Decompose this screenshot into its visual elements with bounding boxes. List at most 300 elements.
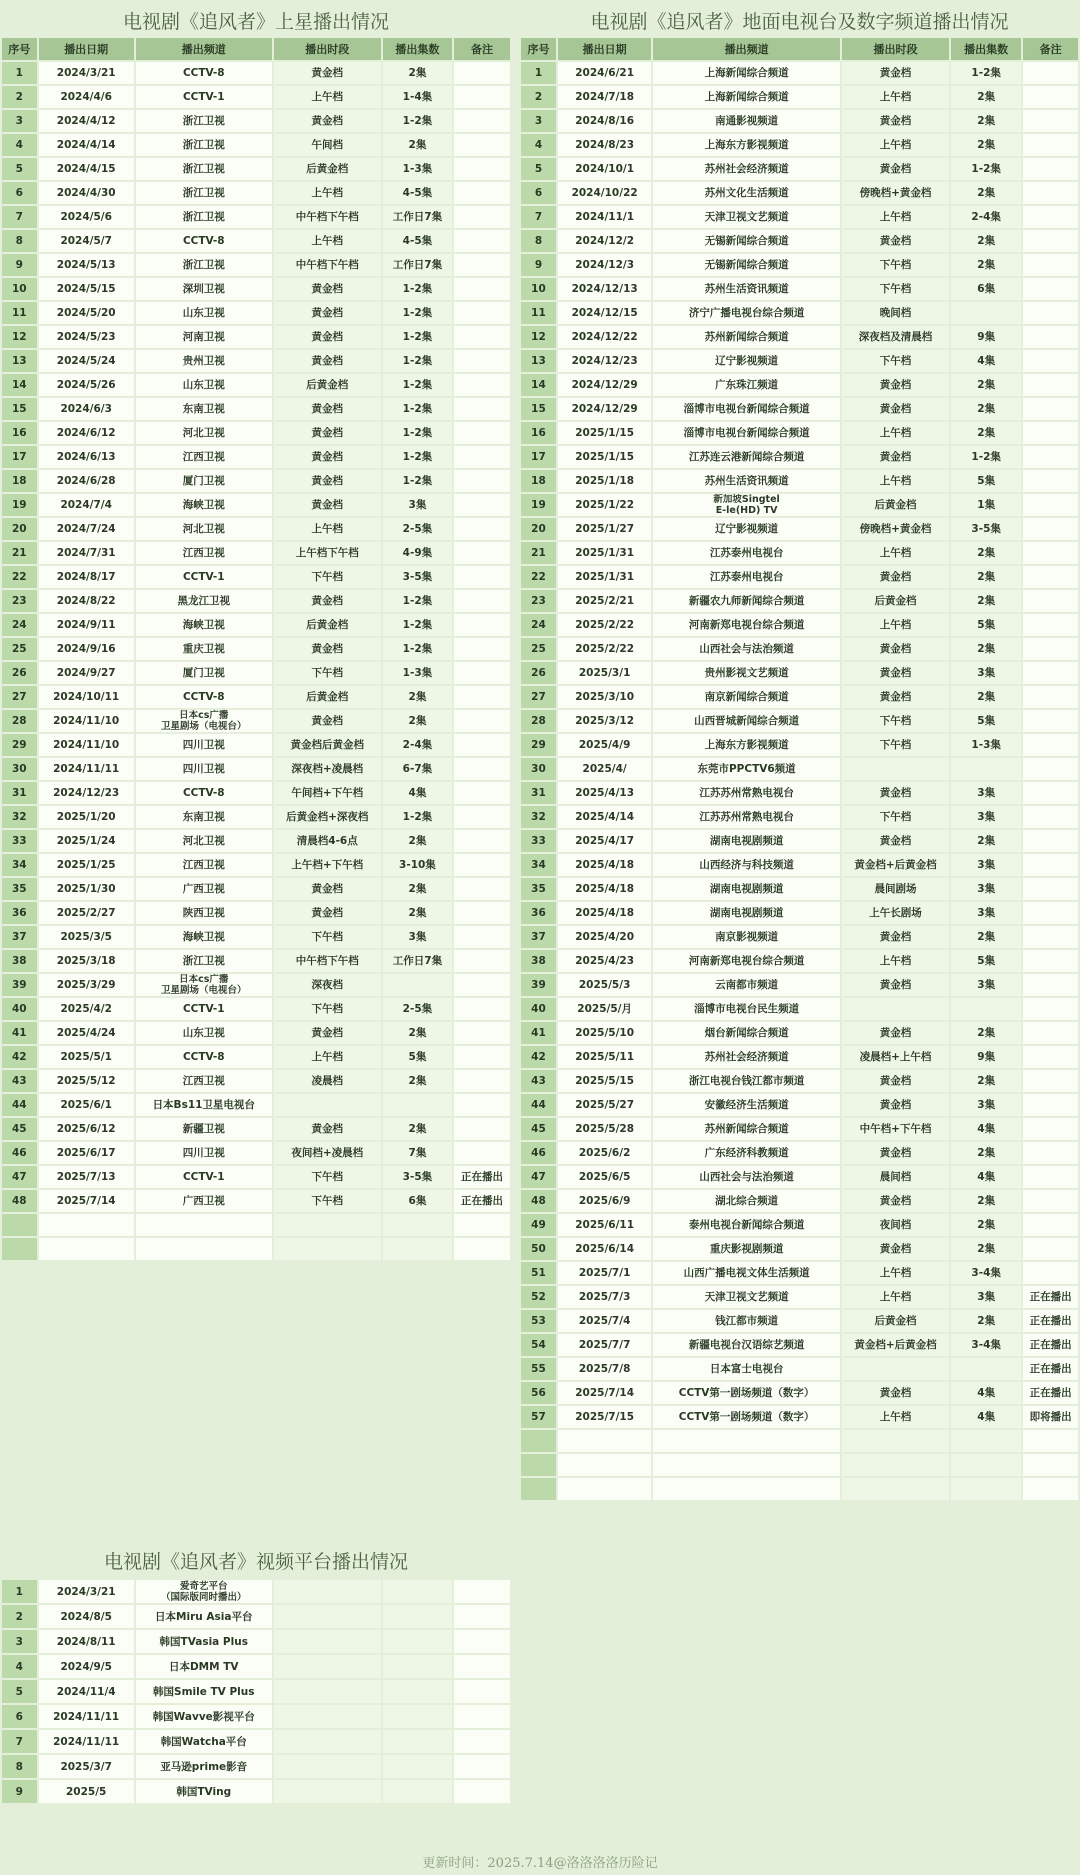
table-cell bbox=[1023, 1022, 1078, 1044]
table-row bbox=[2, 974, 510, 996]
table-cell: 2025/3/12 bbox=[558, 710, 651, 732]
table-row bbox=[2, 926, 510, 948]
table-row bbox=[521, 974, 1078, 996]
table-cell: 正在播出 bbox=[1023, 1310, 1078, 1332]
table-cell bbox=[274, 1630, 381, 1653]
table-cell bbox=[1023, 350, 1078, 372]
table-cell: 中午档+下午档 bbox=[842, 1118, 949, 1140]
table-cell: 无锡新闻综合频道 bbox=[653, 254, 840, 276]
table-cell: 1-2集 bbox=[951, 158, 1021, 180]
table-cell: 2024/11/11 bbox=[39, 1705, 134, 1728]
table-cell bbox=[454, 758, 510, 780]
table-cell: 正在播出 bbox=[454, 1190, 510, 1212]
table-row bbox=[521, 1310, 1078, 1332]
table-cell bbox=[274, 1580, 381, 1603]
table-cell: 中午档下午档 bbox=[274, 254, 381, 276]
table-cell: 2024/4/6 bbox=[39, 86, 134, 108]
row-number: 35 bbox=[521, 878, 556, 900]
table-cell: 1-3集 bbox=[383, 662, 452, 684]
table-cell bbox=[383, 1780, 452, 1803]
table-row bbox=[521, 1190, 1078, 1212]
table-row bbox=[2, 998, 510, 1020]
table-cell: 2024/7/31 bbox=[39, 542, 134, 564]
row-number: 1 bbox=[2, 62, 37, 84]
table-row bbox=[521, 1166, 1078, 1188]
table-cell: 河北卫视 bbox=[136, 422, 272, 444]
row-number: 4 bbox=[2, 134, 37, 156]
row-number: 6 bbox=[2, 182, 37, 204]
row-number: 16 bbox=[2, 422, 37, 444]
table-cell: CCTV-8 bbox=[136, 782, 272, 804]
table-cell bbox=[1023, 302, 1078, 324]
row-number: 3 bbox=[521, 110, 556, 132]
row-number: 42 bbox=[2, 1046, 37, 1068]
table-cell bbox=[454, 638, 510, 660]
table-cell: 浙江卫视 bbox=[136, 254, 272, 276]
table-cell: 黄金档 bbox=[842, 830, 949, 852]
row-number: 57 bbox=[521, 1406, 556, 1428]
table-cell: 2024/6/28 bbox=[39, 470, 134, 492]
row-number: 43 bbox=[2, 1070, 37, 1092]
table-cell: 江苏苏州常熟电视台 bbox=[653, 782, 840, 804]
table-row bbox=[521, 1022, 1078, 1044]
row-number: 48 bbox=[2, 1190, 37, 1212]
row-number: 52 bbox=[521, 1286, 556, 1308]
table-cell: 黄金档 bbox=[274, 422, 381, 444]
video-platform-title: 电视剧《追风者》视频平台播出情况 bbox=[103, 1551, 408, 1573]
table-row bbox=[2, 206, 510, 228]
table-row bbox=[2, 614, 510, 636]
table-cell: 江西卫视 bbox=[136, 854, 272, 876]
table-row bbox=[2, 134, 510, 156]
table-cell: 4-9集 bbox=[383, 542, 452, 564]
table-cell bbox=[1023, 758, 1078, 780]
table-cell: 2集 bbox=[951, 1142, 1021, 1164]
table-row bbox=[2, 1680, 510, 1703]
table-cell: 东莞市PPCTV6频道 bbox=[653, 758, 840, 780]
table-row bbox=[521, 158, 1078, 180]
table-cell: 黄金档 bbox=[842, 230, 949, 252]
table-cell bbox=[1023, 1454, 1078, 1476]
table-cell: 2025/4/18 bbox=[558, 878, 651, 900]
table-cell: 黄金档 bbox=[274, 326, 381, 348]
table-cell bbox=[454, 470, 510, 492]
table-row bbox=[521, 62, 1078, 84]
table-row bbox=[2, 1166, 510, 1188]
table-row bbox=[2, 1094, 510, 1116]
table-row bbox=[2, 1070, 510, 1092]
table-cell: 即将播出 bbox=[1023, 1406, 1078, 1428]
table-cell: 2集 bbox=[383, 878, 452, 900]
table-cell: 黄金档+后黄金档 bbox=[842, 854, 949, 876]
table-cell: 1集 bbox=[951, 494, 1021, 516]
table-cell: 3集 bbox=[951, 974, 1021, 996]
row-number: 26 bbox=[521, 662, 556, 684]
table-cell: 上海东方影视频道 bbox=[653, 134, 840, 156]
table-cell: 2024/10/11 bbox=[39, 686, 134, 708]
table-cell: 2024/10/1 bbox=[558, 158, 651, 180]
table-cell: 日本cs广播 卫星剧场（电视台） bbox=[136, 710, 272, 732]
table-cell: 2集 bbox=[951, 182, 1021, 204]
table-cell: 2集 bbox=[951, 926, 1021, 948]
table-cell: 2024/11/10 bbox=[39, 734, 134, 756]
table-cell: 3集 bbox=[951, 1094, 1021, 1116]
table-cell bbox=[454, 782, 510, 804]
table-cell: 广东经济科教频道 bbox=[653, 1142, 840, 1164]
table-row bbox=[521, 782, 1078, 804]
table-cell bbox=[1023, 158, 1078, 180]
table-cell: 淄博市电视台新闻综合频道 bbox=[653, 422, 840, 444]
table-cell: 泰州电视台新闻综合频道 bbox=[653, 1214, 840, 1236]
row-number: 19 bbox=[2, 494, 37, 516]
table-cell bbox=[454, 1630, 510, 1653]
table-cell: CCTV-1 bbox=[136, 86, 272, 108]
table-cell: 2集 bbox=[383, 710, 452, 732]
table-cell: 厦门卫视 bbox=[136, 662, 272, 684]
table-cell: 2025/1/31 bbox=[558, 566, 651, 588]
table-cell: 2集 bbox=[951, 110, 1021, 132]
column-header: 播出时段 bbox=[274, 38, 381, 60]
table-row bbox=[2, 542, 510, 564]
table-cell: 湖南电视剧频道 bbox=[653, 830, 840, 852]
table-cell: 2025/7/3 bbox=[558, 1286, 651, 1308]
table-cell: 2024/4/14 bbox=[39, 134, 134, 156]
row-number: 17 bbox=[2, 446, 37, 468]
table-cell bbox=[1023, 926, 1078, 948]
table-cell: 2集 bbox=[951, 86, 1021, 108]
table-cell: 黄金档 bbox=[842, 1070, 949, 1092]
table-cell bbox=[1023, 1046, 1078, 1068]
table-cell: 山东卫视 bbox=[136, 302, 272, 324]
table-cell: 3集 bbox=[951, 806, 1021, 828]
table-cell bbox=[1023, 1094, 1078, 1116]
table-cell: 黄金档 bbox=[842, 1142, 949, 1164]
table-cell: 黄金档 bbox=[842, 782, 949, 804]
table-cell: 湖南电视剧频道 bbox=[653, 902, 840, 924]
table-cell: 黄金档 bbox=[274, 350, 381, 372]
table-cell bbox=[454, 1780, 510, 1803]
table-cell: 2集 bbox=[951, 686, 1021, 708]
table-cell: 2024/7/4 bbox=[39, 494, 134, 516]
row-number: 1 bbox=[521, 62, 556, 84]
table-cell bbox=[454, 446, 510, 468]
table-cell bbox=[842, 998, 949, 1020]
table-cell: 2025/4/23 bbox=[558, 950, 651, 972]
table-cell: 2025/4/18 bbox=[558, 902, 651, 924]
table-cell: 2集 bbox=[383, 1070, 452, 1092]
table-cell bbox=[653, 1430, 840, 1452]
table-cell: 黄金档 bbox=[274, 302, 381, 324]
row-number: 24 bbox=[521, 614, 556, 636]
table-cell: 海峡卫视 bbox=[136, 494, 272, 516]
table-cell bbox=[454, 1070, 510, 1092]
table-cell: 上海新闻综合频道 bbox=[653, 62, 840, 84]
table-cell: 2集 bbox=[951, 254, 1021, 276]
row-number: 34 bbox=[521, 854, 556, 876]
table-cell: 傍晚档+黄金档 bbox=[842, 182, 949, 204]
table-cell: 2024/12/15 bbox=[558, 302, 651, 324]
table-cell bbox=[274, 1094, 381, 1116]
table-cell: 南通影视频道 bbox=[653, 110, 840, 132]
table-cell: 2025/6/14 bbox=[558, 1238, 651, 1260]
row-number: 33 bbox=[521, 830, 556, 852]
table-cell: 2024/11/11 bbox=[39, 1730, 134, 1753]
table-cell: 浙江电视台钱江都市频道 bbox=[653, 1070, 840, 1092]
table-row bbox=[2, 1705, 510, 1728]
table-cell: 东南卫视 bbox=[136, 806, 272, 828]
table-row bbox=[521, 254, 1078, 276]
table-cell: 2025/1/15 bbox=[558, 422, 651, 444]
table-row bbox=[521, 686, 1078, 708]
table-cell bbox=[454, 1214, 510, 1236]
table-cell bbox=[274, 1705, 381, 1728]
table-cell: 2025/5/27 bbox=[558, 1094, 651, 1116]
row-number: 18 bbox=[2, 470, 37, 492]
table-cell: 2集 bbox=[383, 686, 452, 708]
table-cell: 2024/9/27 bbox=[39, 662, 134, 684]
row-number: 23 bbox=[2, 590, 37, 612]
table-cell: 工作日7集 bbox=[383, 206, 452, 228]
table-cell: 1-2集 bbox=[383, 302, 452, 324]
table-cell: 2025/3/5 bbox=[39, 926, 134, 948]
table-row bbox=[2, 302, 510, 324]
table-row bbox=[2, 518, 510, 540]
row-number: 7 bbox=[2, 1730, 37, 1753]
row-number: 7 bbox=[2, 206, 37, 228]
table-cell bbox=[1023, 518, 1078, 540]
table-cell bbox=[842, 1478, 949, 1500]
table-row bbox=[521, 1358, 1078, 1380]
table-cell: 广西卫视 bbox=[136, 1190, 272, 1212]
table-cell: 苏州生活资讯频道 bbox=[653, 278, 840, 300]
table-row bbox=[2, 110, 510, 132]
row-number: 29 bbox=[521, 734, 556, 756]
table-cell: 2025/6/17 bbox=[39, 1142, 134, 1164]
table-cell: 1-2集 bbox=[383, 614, 452, 636]
table-cell bbox=[39, 1238, 134, 1260]
table-cell: 2025/2/27 bbox=[39, 902, 134, 924]
table-cell: 烟台新闻综合频道 bbox=[653, 1022, 840, 1044]
table-cell bbox=[1023, 902, 1078, 924]
table-cell: 黄金档 bbox=[274, 590, 381, 612]
table-cell: 黄金档 bbox=[842, 158, 949, 180]
table-row bbox=[521, 206, 1078, 228]
table-cell: 2集 bbox=[951, 638, 1021, 660]
table-cell bbox=[1023, 734, 1078, 756]
table-cell bbox=[454, 974, 510, 996]
table-cell: 2025/2/21 bbox=[558, 590, 651, 612]
table-cell bbox=[383, 1094, 452, 1116]
table-cell: 上午档 bbox=[842, 614, 949, 636]
table-cell: 黄金档 bbox=[274, 1022, 381, 1044]
table-cell: 江苏泰州电视台 bbox=[653, 566, 840, 588]
row-number: 21 bbox=[521, 542, 556, 564]
table-cell: 4-5集 bbox=[383, 182, 452, 204]
table-cell: 2025/4/ bbox=[558, 758, 651, 780]
row-number: 10 bbox=[521, 278, 556, 300]
table-cell: 山西经济与科技频道 bbox=[653, 854, 840, 876]
table-cell: CCTV-1 bbox=[136, 566, 272, 588]
row-number: 9 bbox=[521, 254, 556, 276]
table-row bbox=[521, 998, 1078, 1020]
table-cell: 上午档 bbox=[842, 1286, 949, 1308]
table-cell: 2025/7/7 bbox=[558, 1334, 651, 1356]
table-cell: 4集 bbox=[951, 1118, 1021, 1140]
table-cell: 2024/12/23 bbox=[558, 350, 651, 372]
table-cell: 2025/3/10 bbox=[558, 686, 651, 708]
table-cell: 2025/6/11 bbox=[558, 1214, 651, 1236]
row-number: 36 bbox=[2, 902, 37, 924]
table-cell bbox=[274, 1680, 381, 1703]
table-cell bbox=[454, 302, 510, 324]
table-cell bbox=[274, 1238, 381, 1260]
table-row bbox=[2, 566, 510, 588]
table-cell: 工作日7集 bbox=[383, 254, 452, 276]
row-number: 3 bbox=[2, 1630, 37, 1653]
table-cell: 辽宁影视频道 bbox=[653, 350, 840, 372]
table-cell: 河南新郑电视台综合频道 bbox=[653, 950, 840, 972]
table-cell: CCTV-8 bbox=[136, 230, 272, 252]
table-cell: 2024/9/16 bbox=[39, 638, 134, 660]
table-cell: CCTV-8 bbox=[136, 686, 272, 708]
table-row bbox=[2, 398, 510, 420]
row-number: 10 bbox=[2, 278, 37, 300]
table-cell: 上午档 bbox=[274, 1046, 381, 1068]
table-row bbox=[521, 374, 1078, 396]
row-number: 13 bbox=[521, 350, 556, 372]
table-cell: 2025/5/12 bbox=[39, 1070, 134, 1092]
table-cell: 1-2集 bbox=[951, 62, 1021, 84]
table-cell: 1-2集 bbox=[383, 110, 452, 132]
row-number: 28 bbox=[2, 710, 37, 732]
table-cell: 浙江卫视 bbox=[136, 950, 272, 972]
table-cell: 正在播出 bbox=[1023, 1334, 1078, 1356]
table-cell: 上午档 bbox=[842, 134, 949, 156]
table-cell: 清晨档4-6点 bbox=[274, 830, 381, 852]
table-cell: 2025/4/18 bbox=[558, 854, 651, 876]
table-cell: 6集 bbox=[951, 278, 1021, 300]
table-cell bbox=[454, 278, 510, 300]
table-cell bbox=[454, 1046, 510, 1068]
table-row bbox=[521, 350, 1078, 372]
table-cell: 下午档 bbox=[842, 734, 949, 756]
table-row bbox=[521, 1262, 1078, 1284]
table-cell: 3-5集 bbox=[951, 518, 1021, 540]
table-row bbox=[521, 1286, 1078, 1308]
row-number: 15 bbox=[2, 398, 37, 420]
table-row bbox=[521, 854, 1078, 876]
table-cell: 3集 bbox=[951, 1286, 1021, 1308]
table-cell: 2025/1/15 bbox=[558, 446, 651, 468]
table-cell: 后黄金档 bbox=[274, 614, 381, 636]
table-row bbox=[2, 782, 510, 804]
table-cell: 正在播出 bbox=[454, 1166, 510, 1188]
table-cell bbox=[1023, 1070, 1078, 1092]
video-platform-panel bbox=[0, 1578, 512, 1805]
table-cell bbox=[454, 1094, 510, 1116]
row-number bbox=[521, 1478, 556, 1500]
table-cell: 中午档下午档 bbox=[274, 950, 381, 972]
table-cell: 1-2集 bbox=[951, 446, 1021, 468]
table-row bbox=[521, 662, 1078, 684]
column-header: 播出集数 bbox=[383, 38, 452, 60]
table-cell: CCTV-1 bbox=[136, 1166, 272, 1188]
table-row bbox=[521, 446, 1078, 468]
row-number: 8 bbox=[521, 230, 556, 252]
table-cell bbox=[454, 566, 510, 588]
table-row bbox=[2, 806, 510, 828]
table-cell: 日本富士电视台 bbox=[653, 1358, 840, 1380]
row-number: 41 bbox=[521, 1022, 556, 1044]
row-number: 16 bbox=[521, 422, 556, 444]
row-number: 46 bbox=[2, 1142, 37, 1164]
table-cell: 广西卫视 bbox=[136, 878, 272, 900]
table-cell: 2025/6/5 bbox=[558, 1166, 651, 1188]
table-cell bbox=[454, 206, 510, 228]
table-cell bbox=[454, 374, 510, 396]
table-cell: 2024/8/5 bbox=[39, 1605, 134, 1628]
row-number: 41 bbox=[2, 1022, 37, 1044]
table-cell: 黄金档 bbox=[842, 62, 949, 84]
row-number: 12 bbox=[2, 326, 37, 348]
table-cell: 2025/4/2 bbox=[39, 998, 134, 1020]
table-cell: 1-2集 bbox=[383, 350, 452, 372]
table-cell: CCTV-8 bbox=[136, 1046, 272, 1068]
table-cell: 9集 bbox=[951, 1046, 1021, 1068]
table-cell bbox=[454, 158, 510, 180]
row-number: 38 bbox=[521, 950, 556, 972]
table-cell: 黄金档 bbox=[842, 638, 949, 660]
table-cell bbox=[454, 734, 510, 756]
row-number: 46 bbox=[521, 1142, 556, 1164]
table-row bbox=[2, 422, 510, 444]
row-number: 17 bbox=[521, 446, 556, 468]
row-number: 25 bbox=[2, 638, 37, 660]
table-cell: 4-5集 bbox=[383, 230, 452, 252]
table-cell: 下午档 bbox=[842, 710, 949, 732]
table-cell: 云南都市频道 bbox=[653, 974, 840, 996]
table-cell: 2024/9/5 bbox=[39, 1655, 134, 1678]
table-cell: 黄金档 bbox=[842, 374, 949, 396]
table-row bbox=[521, 758, 1078, 780]
table-cell: 1-2集 bbox=[383, 374, 452, 396]
row-number: 2 bbox=[521, 86, 556, 108]
table-cell: 江苏泰州电视台 bbox=[653, 542, 840, 564]
table-cell: 2024/5/15 bbox=[39, 278, 134, 300]
row-number: 31 bbox=[521, 782, 556, 804]
table-cell: 2024/8/22 bbox=[39, 590, 134, 612]
table-cell: 2025/3/1 bbox=[558, 662, 651, 684]
table-cell bbox=[1023, 542, 1078, 564]
table-row bbox=[521, 182, 1078, 204]
table-row bbox=[2, 1238, 510, 1260]
table-row bbox=[521, 1070, 1078, 1092]
table-cell: 1-4集 bbox=[383, 86, 452, 108]
table-cell: 下午档 bbox=[842, 278, 949, 300]
table-cell: 3集 bbox=[951, 662, 1021, 684]
table-cell bbox=[383, 1605, 452, 1628]
table-row bbox=[521, 950, 1078, 972]
table-cell: 黄金档 bbox=[274, 878, 381, 900]
table-cell: 钱江都市频道 bbox=[653, 1310, 840, 1332]
table-cell: 5集 bbox=[383, 1046, 452, 1068]
table-cell bbox=[454, 686, 510, 708]
table-cell bbox=[454, 614, 510, 636]
row-number: 39 bbox=[2, 974, 37, 996]
table-cell bbox=[842, 1430, 949, 1452]
table-cell: 浙江卫视 bbox=[136, 134, 272, 156]
table-cell bbox=[1023, 974, 1078, 996]
